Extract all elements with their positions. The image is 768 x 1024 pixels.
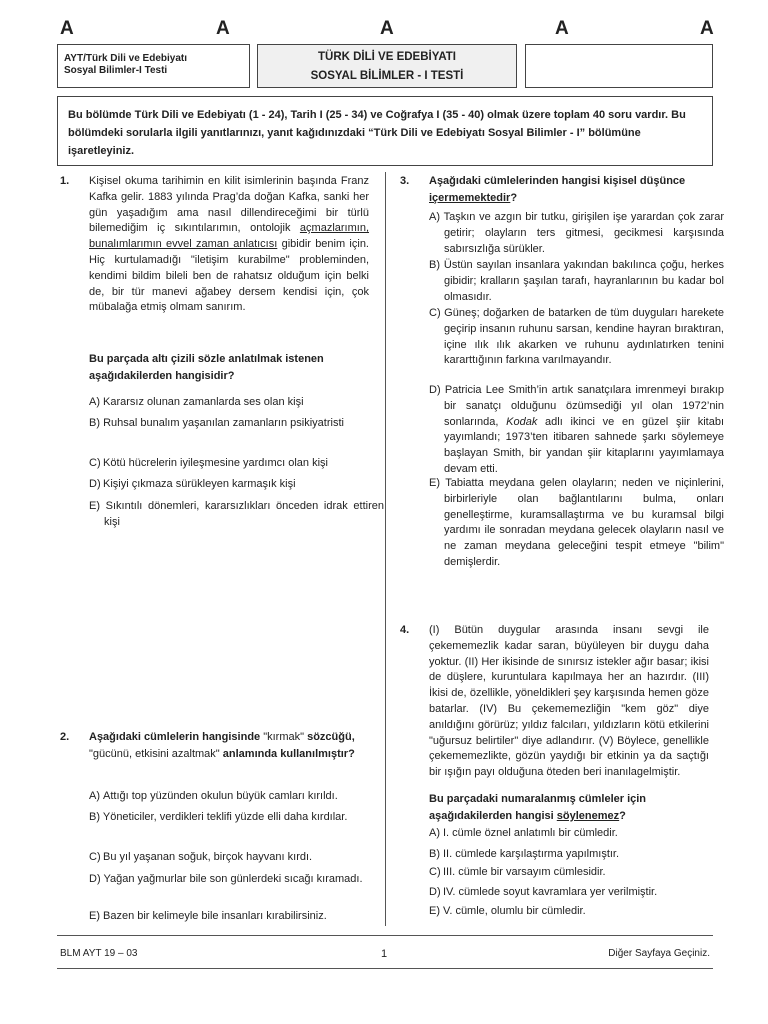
next-page-note: Diğer Sayfaya Geçiniz. <box>608 948 710 959</box>
booklet-code: BLM AYT 19 – 03 <box>60 948 138 959</box>
footer-rule-top <box>57 935 713 936</box>
test-title-box <box>257 44 517 88</box>
q1-option-c[interactable]: C) Kötü hücrelerin iyileşmesine yardımcı olan kişi <box>89 457 328 469</box>
q2-option-d[interactable]: D) Yağan yağmurlar bile son günlerdeki sıcağı kıramadı. <box>89 873 363 885</box>
q3-option-d[interactable]: D) Patricia Lee Smith’in artık sanatçılara imrenmeyi bırakıp bir sanatçı olduğunu özümsediği yıl olan 1972’nin sonlarında, Kodak adlı ikinci ve en güzel şiir kitabı yayımlandı; 1973’ten itibaren sahnede şarkı söylemeye başlayan Smith, bir yandan şiir kitaplarını yayımlamaya devam etti. <box>429 384 724 475</box>
q1-option-b[interactable]: B) Ruhsal bunalım yaşanılan zamanların psikiyatristi <box>89 417 344 429</box>
underlined-phrase: açmazlarımın, bunalımlarımın evvel zaman anlatıcısı <box>89 222 369 251</box>
question-4-stem: Bu parçadaki numaralanmış cümleler için aşağıdakilerden hangisi söylenemez? <box>429 793 647 822</box>
q4-option-e[interactable]: E) V. cümle, olumlu bir cümledir. <box>429 905 586 917</box>
booklet-letter: A <box>700 18 714 39</box>
booklet-letter: A <box>380 18 394 39</box>
empty-header-box <box>525 44 713 88</box>
question-number: 4. <box>400 624 410 636</box>
column-divider <box>385 172 386 926</box>
passage-text: gibidir benim için. Hiç kurtulamadığı "iletişim kurabilme" probleminden, kendimi bildim bileli ben de rahatsız olduğum için belki de, bir tür manevi ağabey dersem kendisi için, çok mübalağa etmiş olmam sanırım. <box>89 238 369 314</box>
question-number: 2. <box>60 731 70 743</box>
booklet-letter: A <box>555 18 569 39</box>
test-title-line-2: SOSYAL BİLİMLER - I TESTİ <box>310 70 464 82</box>
question-1-passage <box>89 174 369 316</box>
booklet-letter: A <box>216 18 230 39</box>
footer-rule-bottom <box>57 968 713 969</box>
q4-option-b[interactable]: B) II. cümlede karşılaştırma yapılmıştır. <box>429 848 620 860</box>
q1-option-d[interactable]: D) Kişiyi çıkmaza sürükleyen karmaşık kişi <box>89 478 296 490</box>
q2-option-e[interactable]: E) Bazen bir kelimeyle bile insanları kırabilirsiniz. <box>89 910 327 922</box>
q4-option-d[interactable]: D) IV. cümlede soyut kavramlara yer verilmiştir. <box>429 886 658 898</box>
q2-option-a[interactable]: A) Attığı top yüzünden okulun büyük camları kırıldı. <box>89 790 338 802</box>
page-number: 1 <box>381 948 388 960</box>
test-title-line-1: TÜRK DİLİ VE EDEBİYATI <box>317 51 457 63</box>
q2-option-c[interactable]: C) Bu yıl yaşanan soğuk, birçok hayvanı kırdı. <box>89 851 313 863</box>
booklet-letter: A <box>60 18 74 39</box>
instructions-text: Bu bölümde Türk Dili ve Edebiyatı (1 - 24), Tarih I (25 - 34) ve Coğrafya I (35 - 40) olmak üzere toplam 40 soru vardır. Bu bölümdeki sorularla ilgili yanıtlarınızı, yanıt kağıdınızdaki “Türk Dili ve Edebiyatı Sosyal Bilimler - I” bölümüne işaretleyiniz. <box>68 109 686 157</box>
q3-option-c[interactable]: C) Güneş; doğarken de batarken de tüm duyguları harekete geçirip insanın ruhunu sarsan, kendine hayran bıraktıran, içine ılık ılık akarken ve ruhunu aydınlatırken tenini kararttığının farkına varılmayandır. <box>429 307 724 367</box>
q2-option-b[interactable]: B) Yöneticiler, verdikleri teklifi yüzde elli daha kırdılar. <box>89 811 348 823</box>
q1-option-e[interactable]: E) Sıkıntılı dönemleri, kararsızlıkları önceden idrak ettiren kişi <box>89 500 384 528</box>
question-2-stem: Aşağıdaki cümlelerin hangisinde "kırmak" sözcüğü, "gücünü, etkisini azaltmak" anlamında kullanılmıştır? <box>89 731 355 760</box>
passage-text: Kişisel okuma tarihimin en kilit isimlerinin başında Franz Kafka gelir. 1883 yılında Prag’da doğan Kafka, sanki her gün yaşadığım ama nasıl dillendireceğimi bir türlü bilemediğim iç sıkıntılarımın, ontolojik <box>89 175 369 235</box>
q3-option-a[interactable]: A) Taşkın ve azgın bir tutku, girişilen işe yarardan çok zarar getirir; olayların ters gitmesi, gecikmesi karşısında sabırsızlığa sürükler. <box>429 211 725 255</box>
q4-option-c[interactable]: C) III. cümle bir varsayım cümlesidir. <box>429 866 606 878</box>
question-4-passage: (I) Bütün duygular arasında insanı sevgi ile çekememezlik kadar saran, büyüleyen bir duygu daha yoktur. (II) Her ikisinde de sınırsız istekler ağır basar; ikisi de düşlere, kuruntulara kapılmaya her an hazırdır. (III) İkisi de, özellikle, yöneldikleri şey karşısında hemen göze batarlar. (IV) Bu çekememezliğin "kem göz" diye anıldığını görürüz; yıldız falcıları, yıldızların kötü etkilerini "uğursuz belirtiler" diye adlandırır. (V) Böylece, genellikle çekememezlikte, gözün yaydığı bir etkinin ya da saçtığı bir ışığın payı olduğuna öteden beri inanılagelmiştir. <box>429 624 709 779</box>
q3-option-e[interactable]: E) Tabiatta meydana gelen olayların; neden ve niçinlerini, birbirleriyle olan bağlantılarını bulma, onları genelleştirme, kuramsallaştırma ve bu kuramsal bilgi yardımı ile sonradan meydana gelecek olayların nasıl ve ne zaman meydana geleceğini tespit etmeye "bilim" demişlerdir. <box>429 477 725 568</box>
question-1-stem: Bu parçada altı çizili sözle anlatılmak istenen aşağıdakilerden hangisidir? <box>89 353 324 382</box>
q1-option-a[interactable]: A) Kararsız olunan zamanlarda ses olan kişi <box>89 396 304 408</box>
exam-subname: Sosyal Bilimler-I Testi <box>64 65 168 76</box>
q3-option-b[interactable]: B) Üstün sayılan insanlara yakından bakılınca çoğu, herkes gibidir; kralların şaşılan tarafı, hayranlarının bu kadar bol olmasıdır. <box>429 259 724 303</box>
exam-name: AYT/Türk Dili ve Edebiyatı <box>64 53 188 64</box>
question-number: 3. <box>400 175 410 187</box>
instructions-box <box>57 96 713 166</box>
question-3-stem: Aşağıdaki cümlelerinden hangisi kişisel düşünce içermemektedir? <box>429 175 686 204</box>
q4-option-a[interactable]: A) I. cümle öznel anlatımlı bir cümledir. <box>429 827 618 839</box>
exam-info-box <box>57 44 250 88</box>
question-number: 1. <box>60 175 70 187</box>
